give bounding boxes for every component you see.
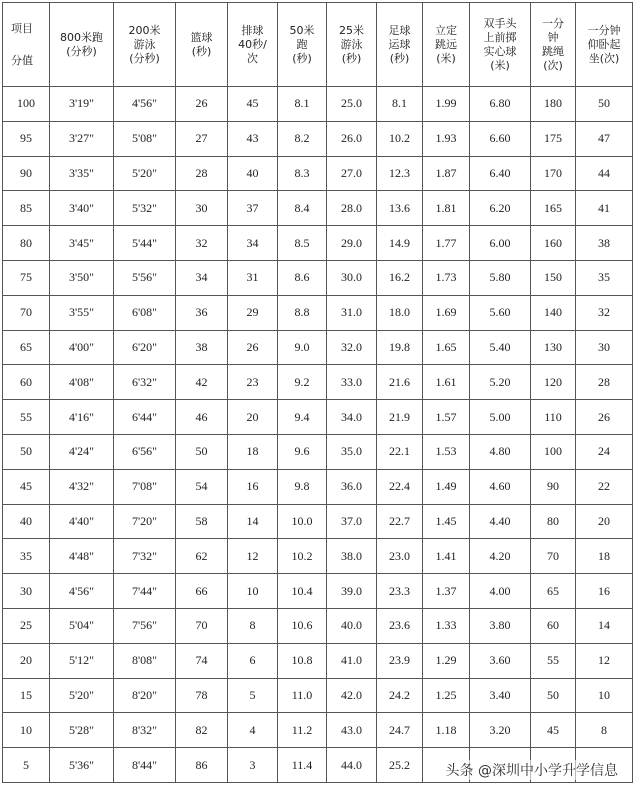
column-header: 一分钟 仰卧起 坐(次) [576, 3, 633, 87]
table-cell: 4'16" [50, 400, 114, 435]
score-cell: 70 [3, 295, 50, 330]
table-cell: 20 [576, 504, 633, 539]
table-cell: 1.45 [423, 504, 470, 539]
table-cell: 50 [176, 434, 228, 469]
table-cell: 8 [576, 713, 633, 748]
table-cell: 8.6 [278, 260, 327, 295]
table-cell: 4.80 [470, 434, 531, 469]
table-cell: 3'19" [50, 87, 114, 122]
table-cell: 9.2 [278, 365, 327, 400]
table-cell: 50 [531, 678, 576, 713]
table-cell: 28 [176, 156, 228, 191]
table-cell: 28.0 [327, 191, 377, 226]
table-row [3, 574, 633, 609]
table-cell: 5'32" [114, 191, 176, 226]
table-cell: 6.80 [470, 87, 531, 122]
table-cell: 70 [176, 608, 228, 643]
table-cell: 23.6 [377, 608, 423, 643]
table-cell: 1.77 [423, 226, 470, 261]
table-cell: 7'44" [114, 574, 176, 609]
score-cell: 95 [3, 121, 50, 156]
table-cell: 58 [176, 504, 228, 539]
table-cell: 36.0 [327, 469, 377, 504]
table-cell: 29.0 [327, 226, 377, 261]
table-cell: 16.2 [377, 260, 423, 295]
table-cell: 5'20" [114, 156, 176, 191]
table-cell: 40 [228, 156, 278, 191]
column-header: 200米 游泳 (分秒) [114, 3, 176, 87]
table-cell: 6'32" [114, 365, 176, 400]
table-cell: 8.3 [278, 156, 327, 191]
score-cell: 30 [3, 574, 50, 609]
table-cell: 100 [531, 434, 576, 469]
table-cell: 36 [176, 295, 228, 330]
table-cell: 42.0 [327, 678, 377, 713]
table-cell: 44.0 [327, 748, 377, 783]
table-cell: 120 [531, 365, 576, 400]
item-score-header [3, 3, 50, 87]
table-cell: 3 [228, 748, 278, 783]
table-cell: 8.5 [278, 226, 327, 261]
table-cell: 175 [531, 121, 576, 156]
score-cell: 45 [3, 469, 50, 504]
table-cell: 4'48" [50, 539, 114, 574]
table-cell: 8.2 [278, 121, 327, 156]
table-cell: 78 [176, 678, 228, 713]
table-cell: 47 [576, 121, 633, 156]
score-cell: 55 [3, 400, 50, 435]
table-cell: 14 [228, 504, 278, 539]
table-cell: 3'35" [50, 156, 114, 191]
table-cell: 4.40 [470, 504, 531, 539]
table-cell: 5'28" [50, 713, 114, 748]
table-cell: 4'56" [114, 87, 176, 122]
table-cell: 55 [531, 643, 576, 678]
table-cell: 1.81 [423, 191, 470, 226]
table-cell: 170 [531, 156, 576, 191]
table-cell: 8.1 [377, 87, 423, 122]
score-cell: 60 [3, 365, 50, 400]
table-row [3, 226, 633, 261]
table-cell: 10.8 [278, 643, 327, 678]
table-cell: 5.60 [470, 295, 531, 330]
table-row [3, 87, 633, 122]
column-header: 排球 40秒/ 次 [228, 3, 278, 87]
table-cell: 5 [228, 678, 278, 713]
table-cell: 44 [576, 156, 633, 191]
table-cell: 32 [176, 226, 228, 261]
table-cell: 66 [176, 574, 228, 609]
table-cell: 14.9 [377, 226, 423, 261]
table-cell: 9.4 [278, 400, 327, 435]
table-cell: 1.29 [423, 643, 470, 678]
table-cell: 130 [531, 330, 576, 365]
score-label: 分值 [11, 53, 33, 67]
score-cell: 100 [3, 87, 50, 122]
table-cell: 26 [228, 330, 278, 365]
table-cell: 80 [531, 504, 576, 539]
table-cell: 86 [176, 748, 228, 783]
table-cell: 9.8 [278, 469, 327, 504]
column-header: 篮球 (秒) [176, 3, 228, 87]
table-cell: 3'40" [50, 191, 114, 226]
table-cell: 24.7 [377, 713, 423, 748]
table-cell: 7'20" [114, 504, 176, 539]
table-cell: 3.40 [470, 678, 531, 713]
table-cell: 42 [176, 365, 228, 400]
table-cell: 35.0 [327, 434, 377, 469]
table-cell: 33.0 [327, 365, 377, 400]
table-cell: 34.0 [327, 400, 377, 435]
table-cell: 21.6 [377, 365, 423, 400]
table-cell: 10.2 [278, 539, 327, 574]
table-cell: 22.7 [377, 504, 423, 539]
table-cell: 5.80 [470, 260, 531, 295]
table-cell: 4 [228, 713, 278, 748]
table-row [3, 539, 633, 574]
table-cell: 8'44" [114, 748, 176, 783]
table-cell: 1.99 [423, 87, 470, 122]
table-cell: 9.6 [278, 434, 327, 469]
table-cell: 11.2 [278, 713, 327, 748]
table-cell: 38.0 [327, 539, 377, 574]
table-cell: 74 [176, 643, 228, 678]
table-cell: 4'40" [50, 504, 114, 539]
table-cell: 4.60 [470, 469, 531, 504]
column-header: 足球 运球 (秒) [377, 3, 423, 87]
score-cell: 5 [3, 748, 50, 783]
table-cell: 110 [531, 400, 576, 435]
table-cell: 1.61 [423, 365, 470, 400]
table-cell: 140 [531, 295, 576, 330]
table-cell: 39.0 [327, 574, 377, 609]
score-cell: 90 [3, 156, 50, 191]
table-cell: 25.2 [377, 748, 423, 783]
table-cell: 43.0 [327, 713, 377, 748]
table-cell: 28 [576, 365, 633, 400]
table-cell: 8.4 [278, 191, 327, 226]
table-cell: 30.0 [327, 260, 377, 295]
table-cell: 10 [576, 678, 633, 713]
table-cell: 1.65 [423, 330, 470, 365]
table-cell: 3.80 [470, 608, 531, 643]
item-label: 项目 [11, 21, 33, 35]
table-cell: 8.8 [278, 295, 327, 330]
table-row [3, 330, 633, 365]
table-cell: 3'50" [50, 260, 114, 295]
table-cell: 6'20" [114, 330, 176, 365]
table-cell: 46 [176, 400, 228, 435]
table-cell: 1.73 [423, 260, 470, 295]
table-cell: 8.1 [278, 87, 327, 122]
table-row [3, 400, 633, 435]
table-cell: 165 [531, 191, 576, 226]
table-body [3, 87, 633, 783]
table-cell: 3'27" [50, 121, 114, 156]
table-cell: 1.37 [423, 574, 470, 609]
table-cell: 34 [176, 260, 228, 295]
table-cell: 60 [531, 608, 576, 643]
table-cell: 12 [228, 539, 278, 574]
score-cell: 85 [3, 191, 50, 226]
table-cell: 24.2 [377, 678, 423, 713]
table-cell: 7'32" [114, 539, 176, 574]
table-cell: 14 [576, 608, 633, 643]
table-cell: 22.1 [377, 434, 423, 469]
table-cell: 35 [576, 260, 633, 295]
table-cell: 4.20 [470, 539, 531, 574]
table-cell: 6.00 [470, 226, 531, 261]
column-header: 立定 跳远 (米) [423, 3, 470, 87]
table-cell: 4'00" [50, 330, 114, 365]
table-cell: 150 [531, 260, 576, 295]
table-cell: 43 [228, 121, 278, 156]
table-cell: 4'56" [50, 574, 114, 609]
table-cell: 10.4 [278, 574, 327, 609]
table-cell: 4'32" [50, 469, 114, 504]
table-cell: 23.9 [377, 643, 423, 678]
table-cell: 24 [576, 434, 633, 469]
score-table [2, 2, 633, 783]
column-header: 800米跑 (分秒) [50, 3, 114, 87]
table-cell: 38 [176, 330, 228, 365]
table-row [3, 504, 633, 539]
table-cell: 20 [228, 400, 278, 435]
table-cell: 30 [576, 330, 633, 365]
table-cell: 5'56" [114, 260, 176, 295]
table-cell: 32.0 [327, 330, 377, 365]
table-cell: 5'12" [50, 643, 114, 678]
table-cell: 62 [176, 539, 228, 574]
table-cell: 19.8 [377, 330, 423, 365]
table-cell: 6'08" [114, 295, 176, 330]
table-cell: 6 [228, 643, 278, 678]
table-cell: 13.6 [377, 191, 423, 226]
table-cell: 5'36" [50, 748, 114, 783]
table-cell: 6'56" [114, 434, 176, 469]
score-cell: 40 [3, 504, 50, 539]
table-cell: 26 [576, 400, 633, 435]
table-cell: 3.60 [470, 643, 531, 678]
table-cell: 29 [228, 295, 278, 330]
table-cell: 8 [228, 608, 278, 643]
table-row [3, 121, 633, 156]
table-cell: 11.4 [278, 748, 327, 783]
table-cell: 8'20" [114, 678, 176, 713]
table-cell: 34 [228, 226, 278, 261]
header-row [3, 3, 633, 87]
table-cell: 31.0 [327, 295, 377, 330]
table-row [3, 295, 633, 330]
table-cell: 1.49 [423, 469, 470, 504]
table-cell: 23 [228, 365, 278, 400]
table-cell: 22.4 [377, 469, 423, 504]
table-cell: 1.69 [423, 295, 470, 330]
column-header: 50米 跑 (秒) [278, 3, 327, 87]
table-row [3, 643, 633, 678]
table-cell: 5.20 [470, 365, 531, 400]
table-cell: 4.00 [470, 574, 531, 609]
table-cell: 41 [576, 191, 633, 226]
table-cell: 1.41 [423, 539, 470, 574]
table-cell: 10 [228, 574, 278, 609]
table-cell: 18 [576, 539, 633, 574]
table-row [3, 191, 633, 226]
table-cell: 40.0 [327, 608, 377, 643]
table-cell: 18 [228, 434, 278, 469]
table-cell: 27.0 [327, 156, 377, 191]
table-cell: 5'44" [114, 226, 176, 261]
table-cell: 5.00 [470, 400, 531, 435]
table-row [3, 678, 633, 713]
table-cell: 3'55" [50, 295, 114, 330]
score-cell: 65 [3, 330, 50, 365]
table-cell: 12 [576, 643, 633, 678]
table-row [3, 365, 633, 400]
table-cell: 6'44" [114, 400, 176, 435]
table-cell: 16 [576, 574, 633, 609]
table-row [3, 713, 633, 748]
table-cell: 16 [228, 469, 278, 504]
score-cell: 20 [3, 643, 50, 678]
table-cell: 12.3 [377, 156, 423, 191]
table-cell: 1.18 [423, 713, 470, 748]
table-cell: 4'08" [50, 365, 114, 400]
table-cell: 8'32" [114, 713, 176, 748]
table-cell: 54 [176, 469, 228, 504]
table-cell: 22 [576, 469, 633, 504]
score-cell: 35 [3, 539, 50, 574]
score-cell: 50 [3, 434, 50, 469]
table-cell: 31 [228, 260, 278, 295]
table-cell: 5'04" [50, 608, 114, 643]
table-cell: 6.20 [470, 191, 531, 226]
table-row [3, 469, 633, 504]
table-cell: 5'08" [114, 121, 176, 156]
table-cell: 4'24" [50, 434, 114, 469]
column-header: 25米 游泳 (秒) [327, 3, 377, 87]
table-cell: 1.33 [423, 608, 470, 643]
column-header: 一分 钟 跳绳 (次) [531, 3, 576, 87]
table-cell: 25.0 [327, 87, 377, 122]
table-cell: 90 [531, 469, 576, 504]
watermark: 头条 @深圳中小学升学信息 [442, 760, 622, 780]
table-cell: 41.0 [327, 643, 377, 678]
table-cell: 65 [531, 574, 576, 609]
table-cell: 45 [228, 87, 278, 122]
table-cell: 11.0 [278, 678, 327, 713]
table-cell: 82 [176, 713, 228, 748]
table-cell: 1.53 [423, 434, 470, 469]
table-cell: 3'45" [50, 226, 114, 261]
table-cell: 6.60 [470, 121, 531, 156]
table-cell: 1.93 [423, 121, 470, 156]
table-cell: 1.57 [423, 400, 470, 435]
table-row [3, 260, 633, 295]
table-row [3, 156, 633, 191]
table-cell: 23.0 [377, 539, 423, 574]
table-cell: 160 [531, 226, 576, 261]
table-cell: 23.3 [377, 574, 423, 609]
score-cell: 25 [3, 608, 50, 643]
table-cell: 70 [531, 539, 576, 574]
table-cell: 50 [576, 87, 633, 122]
table-cell: 37.0 [327, 504, 377, 539]
column-header: 双手头 上前掷 实心球 (米) [470, 3, 531, 87]
table-cell: 32 [576, 295, 633, 330]
table-cell: 180 [531, 87, 576, 122]
score-cell: 80 [3, 226, 50, 261]
score-cell: 75 [3, 260, 50, 295]
table-cell: 38 [576, 226, 633, 261]
table-cell: 26.0 [327, 121, 377, 156]
table-cell: 30 [176, 191, 228, 226]
table-cell: 26 [176, 87, 228, 122]
table-cell: 1.87 [423, 156, 470, 191]
table-cell: 5'20" [50, 678, 114, 713]
table-cell: 3.20 [470, 713, 531, 748]
score-cell: 15 [3, 678, 50, 713]
table-cell: 8'08" [114, 643, 176, 678]
table-cell: 6.40 [470, 156, 531, 191]
table-cell: 1.25 [423, 678, 470, 713]
table-cell: 5.40 [470, 330, 531, 365]
table-cell: 9.0 [278, 330, 327, 365]
table-row [3, 434, 633, 469]
table-cell: 45 [531, 713, 576, 748]
table-cell: 27 [176, 121, 228, 156]
table-cell: 7'08" [114, 469, 176, 504]
table-cell: 10.0 [278, 504, 327, 539]
table-cell: 21.9 [377, 400, 423, 435]
table-cell: 7'56" [114, 608, 176, 643]
score-cell: 10 [3, 713, 50, 748]
table-row [3, 608, 633, 643]
table-cell: 18.0 [377, 295, 423, 330]
table-cell: 10.2 [377, 121, 423, 156]
table-cell: 37 [228, 191, 278, 226]
table-cell: 10.6 [278, 608, 327, 643]
